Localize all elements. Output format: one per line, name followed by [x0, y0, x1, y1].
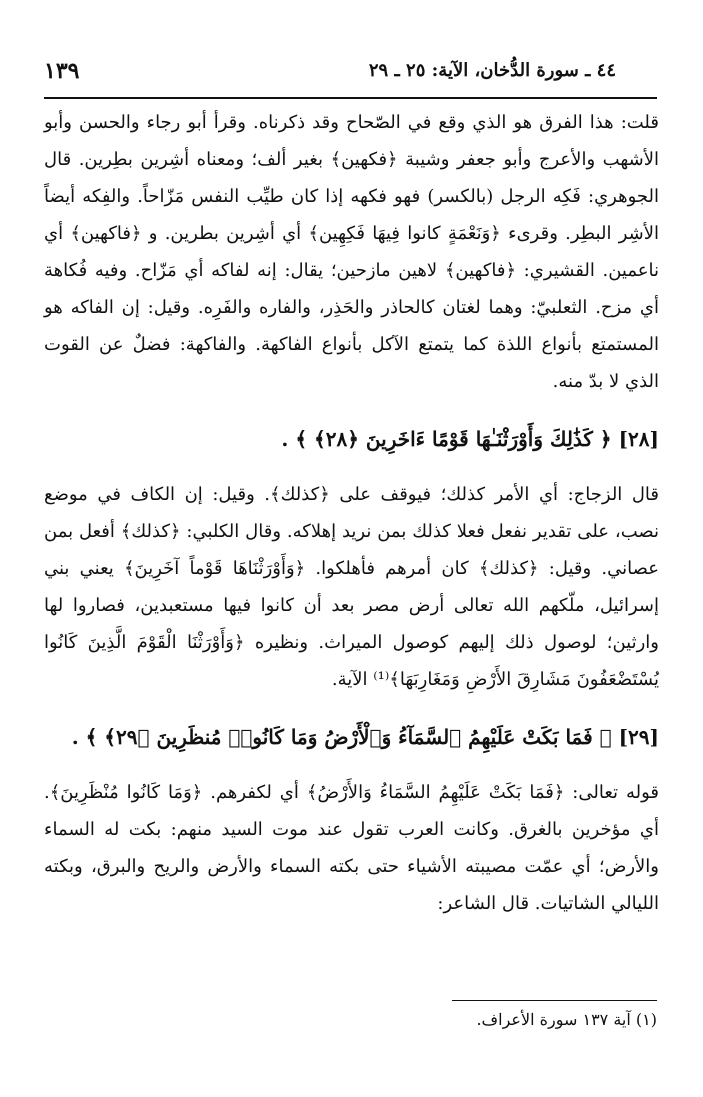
- verse-28: [٢٨] ﴿ كَذَٰلِكَ وَأَوْرَثْنَـٰهَا قَوْمًا ءَاخَرِينَ ﴿٢٨﴾ ﴾ .: [281, 427, 659, 451]
- footnote: (١) آية ١٣٧ سورة الأعراف.: [476, 1010, 657, 1029]
- verse-29: [٢٩] ﴿ فَمَا بَكَتْ عَلَيْهِمُ ٱلسَّمَآءُ وَٱلْأَرْضُ وَمَا كَانُوا۟ مُنظَرِينَ ﴿٢٩﴾ ﴾ .: [71, 725, 659, 749]
- footnote-divider: [452, 1000, 657, 1001]
- paragraph-commentary-1: قلت: هذا الفرق هو الذي وقع في الصّحاح وقد ذكرناه. وقرأ أبو رجاء والحسن وأبو الأشهب والأعرج وأبو جعفر وشيبة ﴿فكهين﴾ بغير ألف؛ ومعناه أشِرين بطِرين. قال الجوهري: فَكِه الرجل (بالكسر) فهو فكهه إذا كان طيِّب النفس مَزّاحاً. والفِكه أيضاً الأشِر البطِر. وقرىء ﴿وَنَعْمَةٍ كانوا فِيهَا فَكِهِين﴾ أي أشِرين بطرين. و ﴿فاكهين﴾ أي ناعمين. القشيري: ﴿فاكهين﴾ لاهين مازحين؛ يقال: إنه لفاكه أي مَزّاح. وفيه فُكاهة أي مزح. الثعلبيّ: وهما لغتان كالحاذر والحَذِر، والفاره والفَرِه. وقيل: إن الفاكه هو المستمتع بأنواع اللذة كما يتمتع الآكل بأنواع الفاكهة. والفاكهة: فضلٌ عن القوت الذي لا بدّ منه.: [44, 112, 659, 392]
- main-text: [44, 104, 659, 922]
- header-divider: [44, 97, 657, 99]
- paragraph-commentary-3: قوله تعالى: ﴿فَمَا بَكَتْ عَلَيْهِمُ السَّمَاءُ وَالأَرْضُ﴾ أي لكفرهم. ﴿وَمَا كَانُوا مُنْظَرِينَ﴾. أي مؤخرين بالغرق. وكانت العرب تقول عند موت السيد منهم: بكت له السماء والأرض؛ أي عمّت مصيبته الأشياء حتى بكته السماء والأرض والريح والبرق، وبكته الليالي الشاتيات. قال الشاعر:: [44, 782, 659, 914]
- page-number: ١٣٩: [44, 58, 80, 84]
- paragraph-commentary-2: قال الزجاج: أي الأمر كذلك؛ فيوقف على ﴿كذلك﴾. وقيل: إن الكاف في موضع نصب، على تقدير نفعل فعلا كذلك بمن نريد إهلاكه. وقال الكلبي: ﴿كذلك﴾ أفعل بمن عصاني. وقيل: ﴿كذلك﴾ كان أمرهم فأهلكوا. ﴿وَأَوْرَثْنَاهَا قَوْماً آخَرِينَ﴾ يعني بني إسرائيل، ملّكهم الله تعالى أرض مصر بعد أن كانوا فيها مستعبدين، فصاروا لها وارثين؛ لوصول ذلك إليهم كوصول الميراث. ونظيره ﴿وَأَوْرَثْنَا الْقَوْمَ الَّذِينَ كَانُوا يُسْتَضْعَفُونَ مَشَارِقَ الأَرْضِ وَمَغَارِبَهَا﴾⁽¹⁾ الآية.: [44, 484, 659, 690]
- running-title: ٤٤ ـ سورة الدُّخان، الآية: ٢٥ ـ ٢٩: [368, 60, 616, 81]
- page-header: [44, 58, 656, 100]
